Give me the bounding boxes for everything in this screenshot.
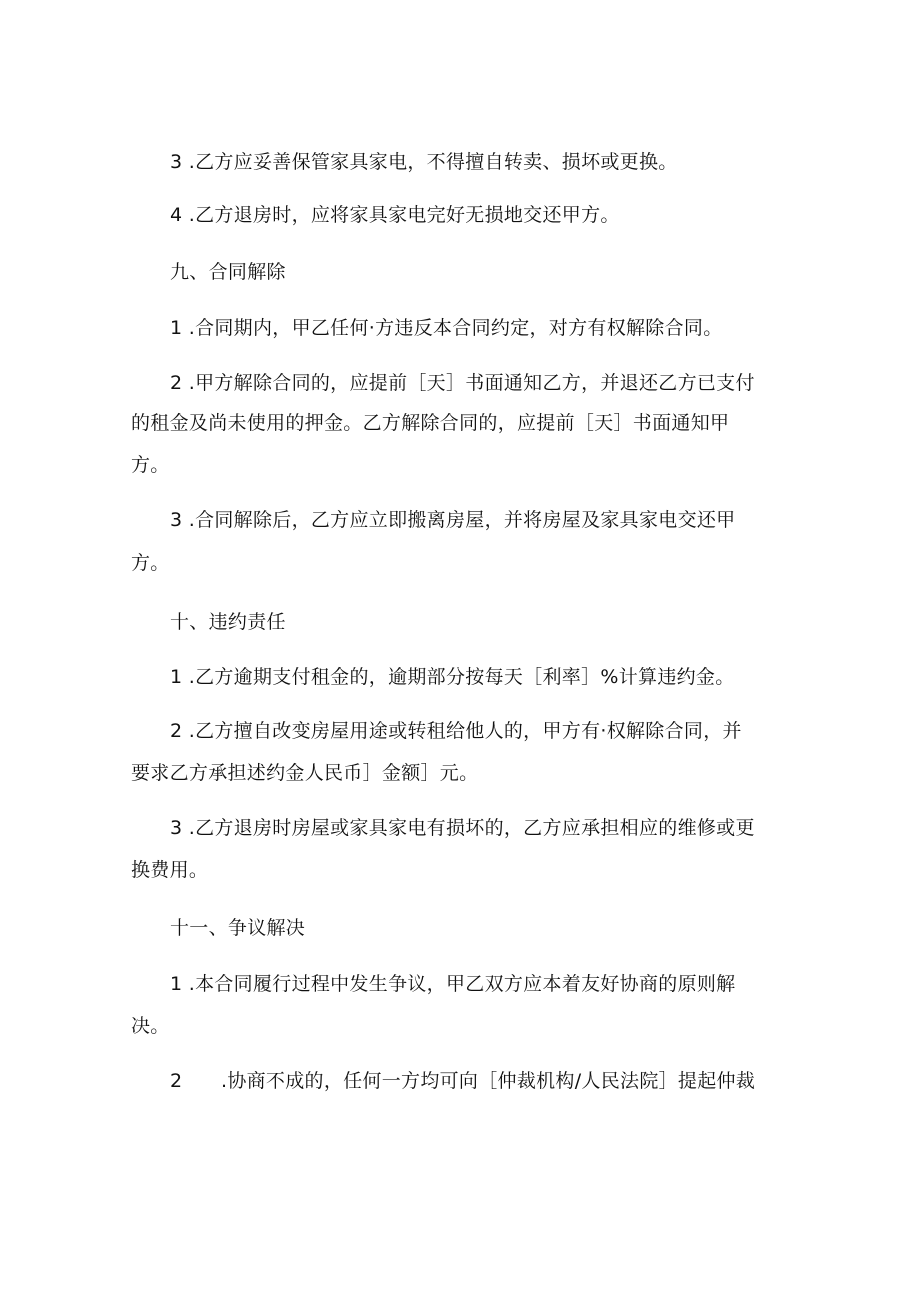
clause-10-item-2-line-2: 要求乙方承担述约金人民币］金额］元。 — [131, 762, 479, 784]
clause-11-item-1-line-1: 1 .本合同履行过程中发生争议，甲乙双方应本着友好协商的原则解 — [170, 973, 736, 995]
clause-9-item-2-line-3: 方。 — [131, 454, 170, 476]
clause-10-item-1: 1 .乙方逾期支付租金的，逾期部分按每天［利率］%计算违约金。 — [170, 666, 735, 688]
clause-9-item-3-line-1: 3 .合同解除后，乙方应立即搬离房屋，并将房屋及家具家电交还甲 — [170, 509, 736, 531]
section-heading-liability-for-breach: 十、违约责任 — [170, 611, 286, 633]
clause-9-item-2-line-1: 2 .甲方解除合同的，应提前［天］书面通知乙方，并退还乙方已支付 — [170, 372, 755, 394]
clause-11-item-2-line-1: 2 .协商不成的，任何一方均可向［仲裁机构/人民法院］提起仲裁 — [170, 1070, 756, 1092]
clause-8-item-3: 3 .乙方应妥善保管家具家电，不得擅自转卖、损坏或更换。 — [170, 151, 678, 173]
clause-9-item-2-line-2: 的租金及尚未使用的押金。乙方解除合同的，应提前［天］书面通知甲 — [131, 412, 730, 434]
clause-9-item-1: 1 .合同期内，甲乙任何·方违反本合同约定，对方有权解除合同。 — [170, 317, 723, 339]
clause-10-item-3-line-2: 换费用。 — [131, 859, 209, 881]
clause-11-item-1-line-2: 决。 — [131, 1015, 170, 1037]
clause-9-item-3-line-2: 方。 — [131, 552, 170, 574]
clause-8-item-4: 4 .乙方退房时，应将家具家电完好无损地交还甲方。 — [170, 204, 620, 226]
section-heading-contract-termination: 九、合同解除 — [170, 261, 286, 283]
clause-10-item-3-line-1: 3 .乙方退房时房屋或家具家电有损坏的，乙方应承担相应的维修或更 — [170, 817, 755, 839]
clause-10-item-2-line-1: 2 .乙方擅自改变房屋用途或转租给他人的，甲方有·权解除合同，并 — [170, 720, 742, 742]
section-heading-dispute-resolution: 十一、争议解决 — [170, 917, 306, 939]
